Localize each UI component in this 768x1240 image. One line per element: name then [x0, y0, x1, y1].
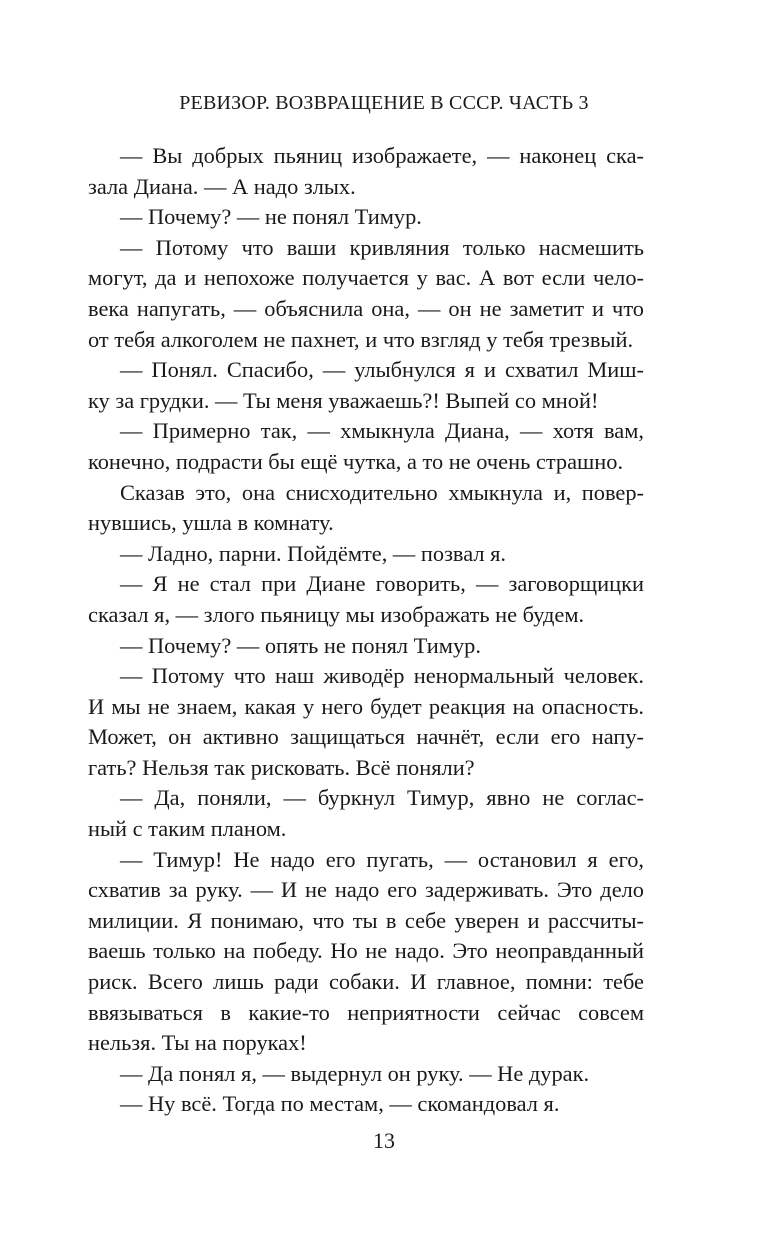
page-number: 13 [373, 1128, 395, 1153]
text-line: Сказав это, она снисходительно хмыкнула и, повер- [120, 479, 644, 505]
text-line: ный с таким планом. [88, 816, 287, 842]
text-line: схватив за руку. — И не надо его задерживать. Это дело [88, 877, 644, 903]
text-line: — Понял. Спасибо, — улыбнулся я и схватил Миш- [120, 357, 644, 383]
text-line: милиции. Я понимаю, что ты в себе уверен и рассчиты- [88, 907, 644, 933]
text-line: — Вы добрых пьяниц изображаете, — наконец ска- [120, 143, 644, 168]
text-line: могут, да и непохоже получается у вас. А вот если чело- [88, 265, 644, 291]
text-line: конечно, подрасти бы ещё чутка, а то не очень страшно. [88, 448, 624, 474]
text-line: — Ну всё. Тогда по местам, — скомандовал я. [120, 1091, 560, 1117]
text-line: — Почему? — опять не понял Тимур. [120, 632, 481, 658]
text-line: — Ладно, парни. Пойдёмте, — позвал я. [120, 540, 507, 566]
text-line: — Примерно так, — хмыкнула Диана, — хотя вам, [120, 418, 644, 444]
text-line: И мы не знаем, какая у него будет реакция на опасность. [88, 693, 644, 719]
text-line: — Да, поняли, — буркнул Тимур, явно не соглас- [120, 785, 644, 811]
text-line: — Потому что наш живодёр ненормальный человек. [120, 663, 644, 689]
text-line: Может, он активно защищаться начнёт, если его напу- [88, 724, 644, 750]
text-line: — Тимур! Не надо его пугать, — остановил я его, [120, 846, 644, 872]
text-line: ввязываться в какие-то неприятности сейчас совсем [88, 999, 644, 1025]
text-line: — Почему? — не понял Тимур. [120, 204, 422, 230]
text-line: ваешь только на победу. Но не надо. Это неоправданный [88, 938, 644, 964]
text-line: — Да понял я, — выдернул он руку. — Не дурак. [120, 1060, 590, 1086]
running-header: РЕВИЗОР. ВОЗВРАЩЕНИЕ В СССР. ЧАСТЬ 3 [179, 92, 589, 114]
text-line: сказал я, — злого пьяницу мы изображать не будем. [88, 601, 585, 627]
text-line: века напугать, — объяснила она, — он не заметит и что [88, 295, 644, 321]
text-line: нувшись, ушла в комнату. [88, 510, 334, 536]
body-text [88, 141, 644, 1120]
text-line: нельзя. Ты на поруках! [88, 1030, 307, 1056]
text-line: от тебя алкоголем не пахнет, и что взгляд у тебя трезвый. [88, 326, 634, 352]
text-line: риск. Всего лишь ради собаки. И главное, помни: тебе [88, 969, 644, 995]
text-line: зала Диана. — А надо злых. [88, 173, 356, 199]
text-line: — Я не стал при Диане говорить, — заговорщицки [120, 571, 644, 597]
text-line: ку за грудки. — Ты меня уважаешь?! Выпей со мной! [88, 387, 599, 413]
text-line: — Потому что ваши кривляния только насмешить [120, 234, 644, 260]
text-line: гать? Нельзя так рисковать. Всё поняли? [88, 754, 475, 780]
